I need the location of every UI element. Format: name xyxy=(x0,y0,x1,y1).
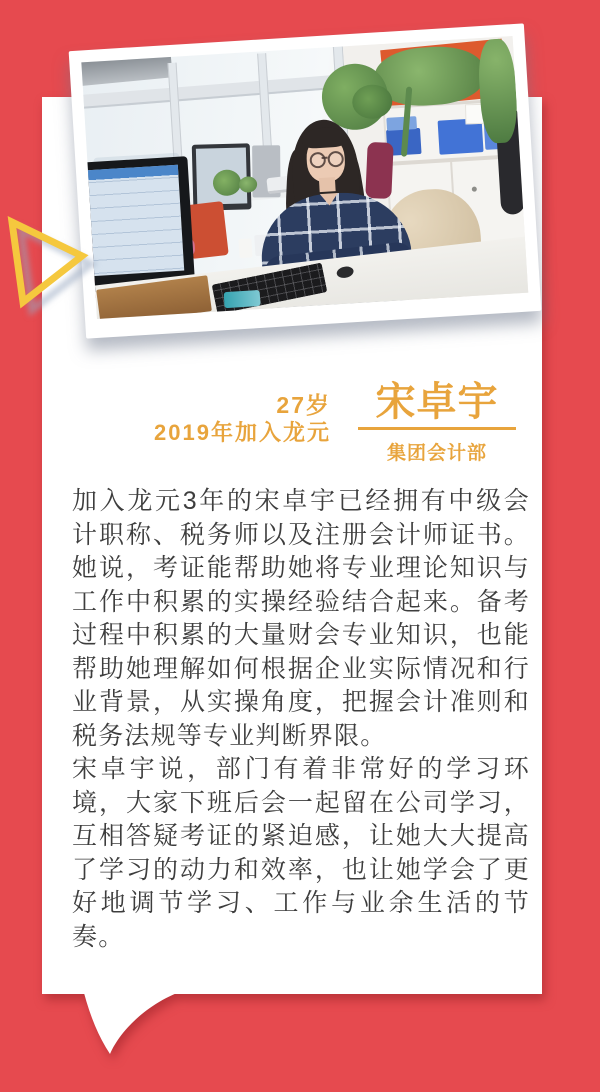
member-department: 集团会计部 xyxy=(386,443,487,464)
member-identity xyxy=(358,381,516,465)
magenta-chair-back xyxy=(365,142,393,199)
photo-scene xyxy=(81,36,528,319)
speech-bubble-tail xyxy=(83,993,178,1055)
sweater-vneck xyxy=(320,193,339,206)
tissue-box xyxy=(224,290,261,308)
office-photo xyxy=(69,23,542,338)
monitor-screen-spreadsheet xyxy=(86,165,184,276)
member-name: 宋卓宇 xyxy=(375,380,499,424)
name-underline xyxy=(358,427,516,430)
window-blind xyxy=(81,51,172,86)
member-age: 27岁 xyxy=(276,392,331,418)
glasses-bridge xyxy=(322,157,328,159)
blue-storage-bin xyxy=(386,116,417,131)
member-meta xyxy=(154,392,331,446)
bio-paragraph-1: 加入龙元3年的宋卓宇已经拥有中级会计职称、税务师以及注册会计师证书。她说，考证能帮助她将专业理论知识与工作中积累的实操经验结合起来。备考过程中积累的大量财会专业知识，也能帮助她理解如何根据企业实际情况和行业背景，从实操角度，把握会计准则和税务法规等专业判断界限。 xyxy=(72,487,530,750)
yellow-triangle-decoration xyxy=(0,192,100,312)
bio-paragraph-2: 宋卓宇说，部门有着非常好的学习环境，大家下班后会一起留在公司学习，互相答疑考证的紧迫感，让她大大提高了学习的动力和效率，也让她学会了更好地调节学习、工作与业余生活的节奏。 xyxy=(72,755,530,951)
member-join-year: 2019年加入龙元 xyxy=(154,420,331,445)
cup xyxy=(238,238,252,258)
woman-neck xyxy=(319,177,336,192)
primary-monitor xyxy=(83,156,195,292)
bio-text xyxy=(72,485,530,954)
